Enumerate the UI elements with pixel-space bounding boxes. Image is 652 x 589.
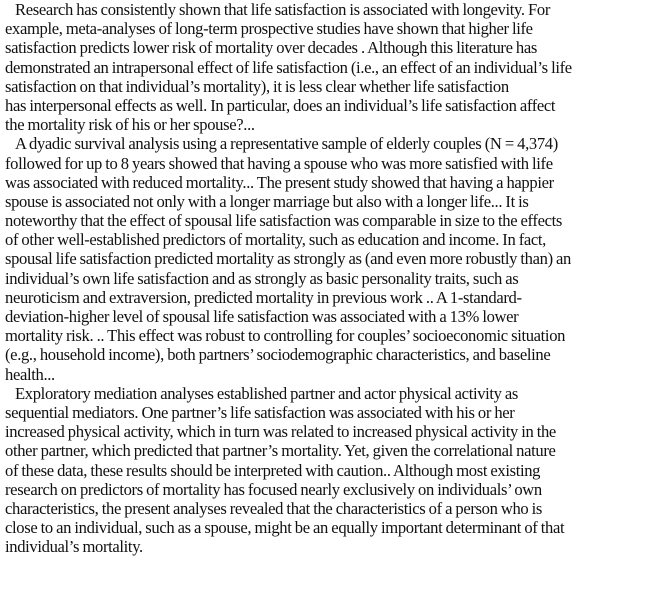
text-line: (e.g., household income), both partners’ sociodemographic characteristics, and baseline [5, 345, 551, 365]
text-line: A dyadic survival analysis using a representative sample of elderly couples (N = 4,374) [15, 134, 558, 154]
document-body [5, 0, 650, 556]
text-line: satisfaction predicts lower risk of mortality over decades . Although this literature has [5, 38, 537, 58]
text-line: individual’s mortality. [5, 537, 143, 557]
text-line: has interpersonal effects as well. In particular, does an individual’s life satisfaction affect [5, 95, 556, 115]
paragraph-3 [5, 384, 650, 557]
text-line: deviation-higher level of spousal life satisfaction was associated with a 13% lower [5, 307, 519, 326]
text-line: increased physical activity, which in turn was related to increased physical activity in the [5, 422, 556, 442]
text-line: noteworthy that the effect of spousal life satisfaction was comparable in size to the effects [5, 211, 563, 231]
text-line: the mortality risk of his or her spouse?... [5, 115, 255, 135]
text-line: followed for up to 8 years showed that having a spouse who was more satisfied with life [5, 153, 553, 173]
text-line: example, meta-analyses of long-term prospective studies have shown that higher life [5, 19, 533, 39]
text-line: characteristics, the present analyses revealed that the characteristics of a person who is [5, 498, 543, 518]
text-line: Research has consistently shown that life satisfaction is associated with longevity. For [15, 0, 550, 19]
text-line: satisfaction on that individual’s mortality), it is less clear whether life satisfaction [5, 76, 509, 96]
text-line: demonstrated an intrapersonal effect of life satisfaction (i.e., an effect of an individual’s life [5, 57, 572, 77]
text-line: sequential mediators. One partner’s life satisfaction was associated with his or her [5, 402, 515, 422]
text-line: health... [5, 364, 55, 384]
text-line: of other well-established predictors of mortality, such as education and income. In fact, [5, 230, 546, 250]
text-line: research on predictors of mortality has focused nearly exclusively on individuals’ own [5, 479, 542, 499]
paragraph-1 [5, 0, 650, 134]
text-line: other partner, which predicted that partner’s mortality. Yet, given the correlational nature [5, 441, 556, 461]
text-line: of these data, these results should be interpreted with caution.. Although most existing [5, 460, 541, 480]
text-line: close to an individual, such as a spouse, might be an equally important determinant of that [5, 518, 565, 538]
text-line: spousal life satisfaction predicted mortality as strongly as (and even more robustly than) an [5, 249, 571, 269]
text-line: was associated with reduced mortality... The present study showed that having a happier [5, 172, 554, 192]
text-line: individual’s own life satisfaction and as strongly as basic personality traits, such as [5, 268, 519, 288]
text-line: Exploratory mediation analyses established partner and actor physical activity as [15, 383, 519, 403]
text-line: neuroticism and extraversion, predicted mortality in previous work .. A 1-standard- [5, 287, 522, 307]
text-line: spouse is associated not only with a longer marriage but also with a longer life... It is [5, 191, 529, 211]
text-line: mortality risk. .. This effect was robust to controlling for couples’ socioeconomic situation [5, 326, 566, 346]
paragraph-2 [5, 134, 650, 383]
